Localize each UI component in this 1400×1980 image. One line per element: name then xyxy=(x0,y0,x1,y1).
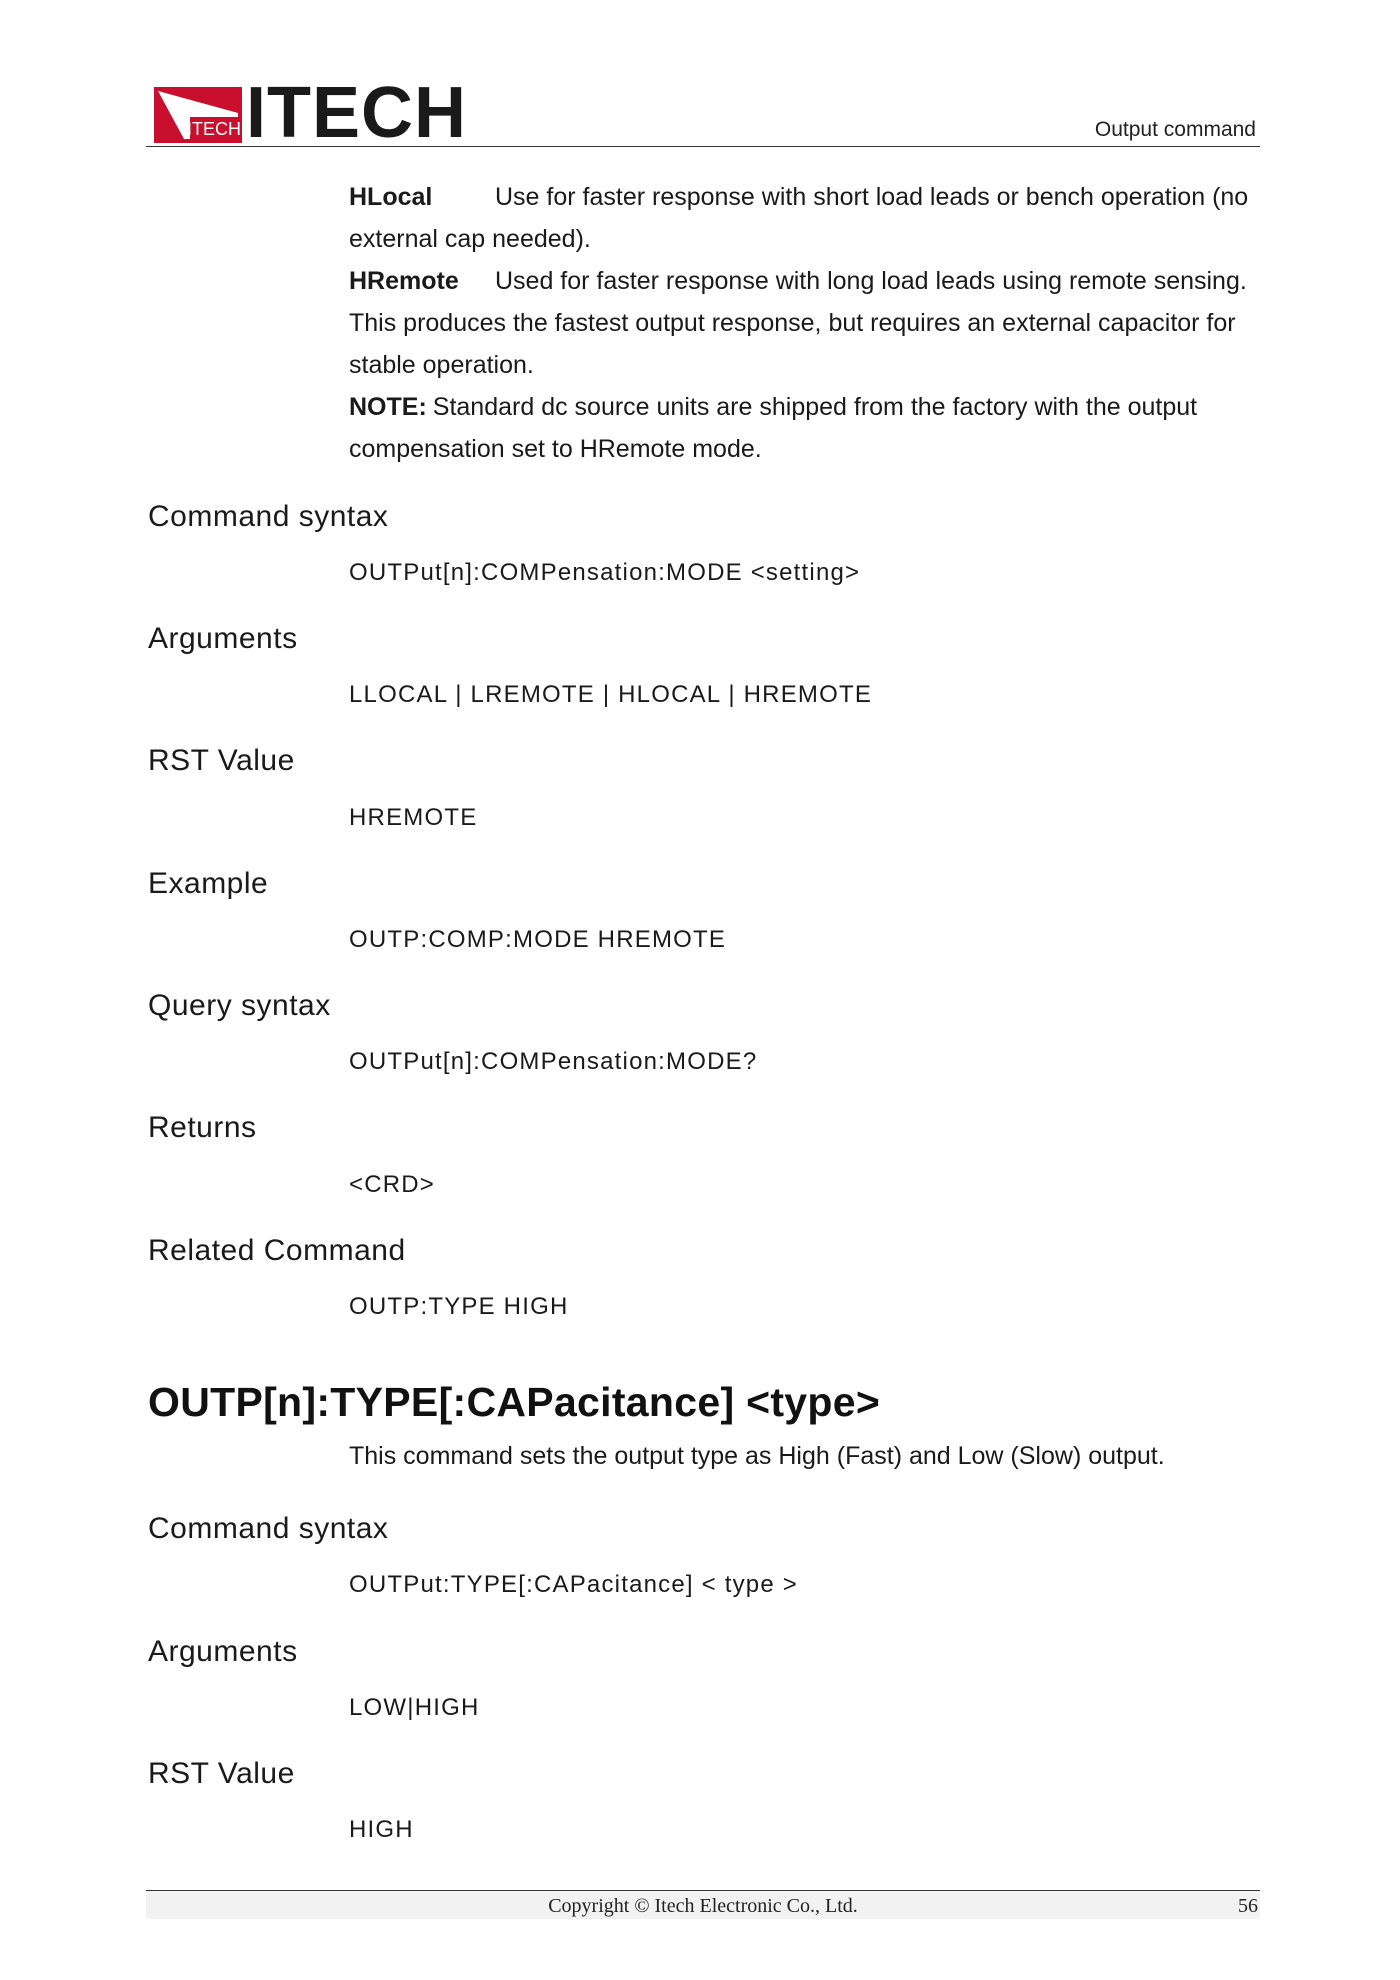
returns-label: Returns xyxy=(148,1111,257,1144)
type-rst-value-label: RST Value xyxy=(148,1757,295,1790)
page-footer xyxy=(146,1890,1260,1919)
example-value: OUTP:COMP:MODE HREMOTE xyxy=(349,926,727,953)
intro-paragraphs xyxy=(349,176,1249,470)
type-command-syntax-label: Command syntax xyxy=(148,1512,389,1545)
hlocal-text: Use for faster response with short load leads or bench operation (no external cap needed). xyxy=(349,183,1249,253)
arguments-value: LLOCAL | LREMOTE | HLOCAL | HREMOTE xyxy=(349,681,873,708)
rst-value-label: RST Value xyxy=(148,744,295,777)
arguments-label: Arguments xyxy=(148,622,298,655)
note-text: Standard dc source units are shipped from the factory with the output compensation set to HRemote mode. xyxy=(349,393,1198,463)
type-rst-value: HIGH xyxy=(349,1816,414,1843)
returns-value: <CRD> xyxy=(349,1171,436,1198)
query-syntax-label: Query syntax xyxy=(148,989,331,1022)
hremote-text: Used for faster response with long load leads using remote sensing. This produces the fastest output response, but requires an external capacitor for stable operation. xyxy=(349,267,1247,379)
logo-mark-text: ITECH xyxy=(187,119,241,139)
note-paragraph xyxy=(349,386,1249,470)
command-heading: OUTP[n]:TYPE[:CAPacitance] <type> xyxy=(148,1379,881,1425)
header-title: Output command xyxy=(1094,118,1256,141)
footer-copyright: Copyright © Itech Electronic Co., Ltd. xyxy=(548,1895,858,1917)
type-command-syntax-value: OUTPut:TYPE[:CAPacitance] < type > xyxy=(349,1571,798,1598)
note-term: NOTE: xyxy=(349,393,427,421)
rst-value: HREMOTE xyxy=(349,804,478,831)
hremote-paragraph xyxy=(349,260,1249,386)
related-command-label: Related Command xyxy=(148,1234,406,1267)
query-syntax-value: OUTPut[n]:COMPensation:MODE? xyxy=(349,1048,758,1075)
hremote-term: HRemote xyxy=(349,267,459,295)
page-number: 56 xyxy=(1238,1895,1258,1917)
hlocal-term: HLocal xyxy=(349,183,433,211)
itech-logo-mark-icon xyxy=(154,87,242,143)
hlocal-paragraph xyxy=(349,176,1249,260)
related-command-value: OUTP:TYPE HIGH xyxy=(349,1293,569,1320)
example-label: Example xyxy=(148,867,269,900)
command-syntax-value: OUTPut[n]:COMPensation:MODE <setting> xyxy=(349,559,861,586)
command-syntax-label: Command syntax xyxy=(148,500,389,533)
type-arguments-label: Arguments xyxy=(148,1635,298,1668)
page-header xyxy=(146,73,1260,153)
type-arguments-value: LOW|HIGH xyxy=(349,1694,480,1721)
command-description: This command sets the output type as High (Fast) and Low (Slow) output. xyxy=(349,1442,1165,1470)
itech-logo xyxy=(154,73,467,153)
logo-wordmark: ITECH xyxy=(246,73,467,153)
